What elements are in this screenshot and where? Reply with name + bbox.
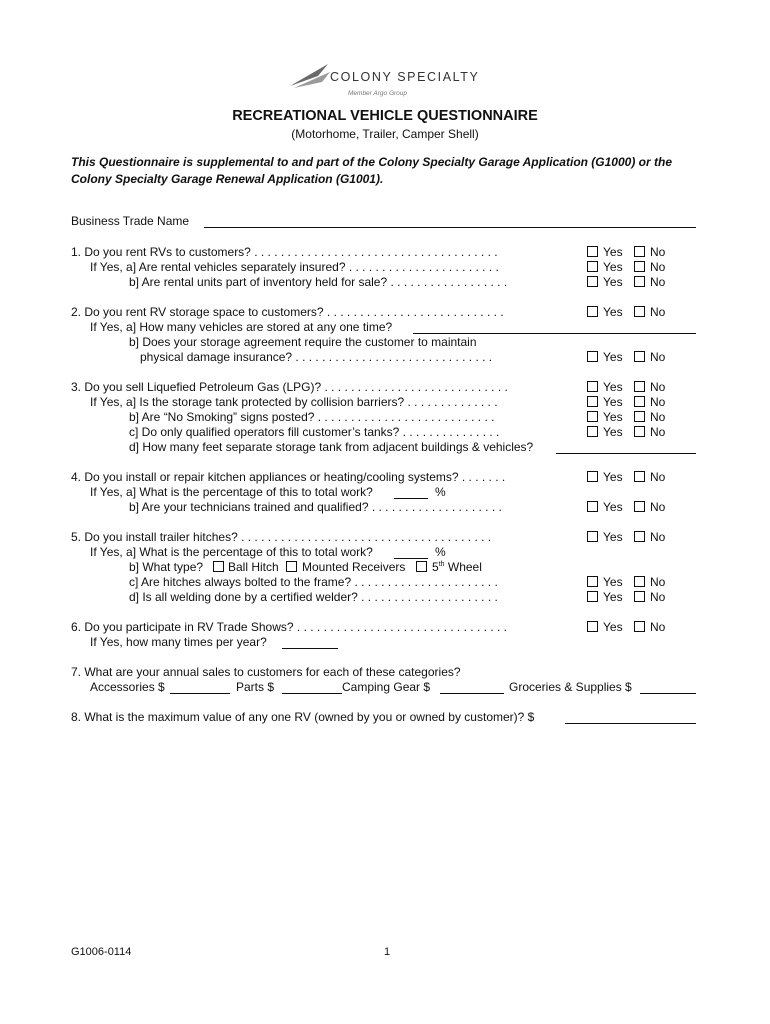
q6a-field[interactable]	[282, 648, 338, 649]
q1a-yes-label: Yes	[603, 260, 623, 274]
q2b-yes-checkbox[interactable]	[587, 351, 598, 362]
q5-yes-checkbox[interactable]	[587, 531, 598, 542]
q4b-yes-checkbox[interactable]	[587, 501, 598, 512]
q8-text: 8. What is the maximum value of any one RV (owned by you or owned by customer)? $	[71, 710, 535, 724]
ball-hitch-label: Ball Hitch	[228, 560, 279, 574]
q3a-no-checkbox[interactable]	[634, 396, 645, 407]
q7-accessories-label: Accessories $	[90, 680, 165, 694]
q2a-field[interactable]	[413, 333, 696, 334]
q3b-no-checkbox[interactable]	[634, 411, 645, 422]
q7-parts-label: Parts $	[236, 680, 275, 694]
q3b-yes-checkbox[interactable]	[587, 411, 598, 422]
q3b-no-label: No	[650, 410, 666, 424]
q3-yes-label: Yes	[603, 380, 623, 394]
brand-subtitle: Member Argo Group	[348, 90, 408, 97]
q4-yes-checkbox[interactable]	[587, 471, 598, 482]
q5-yes-label: Yes	[603, 530, 623, 544]
q4a-field[interactable]	[394, 498, 428, 499]
q5d-no-checkbox[interactable]	[634, 591, 645, 602]
mounted-receivers-label: Mounted Receivers	[302, 560, 406, 574]
q7-text: 7. What are your annual sales to customers for each of these categories?	[71, 665, 461, 679]
q3-no-checkbox[interactable]	[634, 381, 645, 392]
q4-text: 4. Do you install or repair kitchen appliances or heating/cooling systems? . . . . . . .	[71, 470, 506, 484]
q5c-no-label: No	[650, 575, 666, 589]
q3d-text: d] How many feet separate storage tank from adjacent buildings & vehicles?	[129, 440, 534, 454]
q7-groceries-field[interactable]	[640, 693, 696, 694]
q3c-text: c] Do only qualified operators fill customer’s tanks? . . . . . . . . . . . . . . .	[129, 425, 500, 439]
q3c-no-label: No	[650, 425, 666, 439]
q1-no-label: No	[650, 245, 666, 259]
q3b-yes-label: Yes	[603, 410, 623, 424]
q4a-text: If Yes, a] What is the percentage of this to total work?	[90, 485, 373, 499]
q3c-no-checkbox[interactable]	[634, 426, 645, 437]
q3a-text: If Yes, a] Is the storage tank protected by collision barriers? . . . . . . . . . . . . . .	[90, 395, 498, 409]
q5c-yes-checkbox[interactable]	[587, 576, 598, 587]
q5-no-checkbox[interactable]	[634, 531, 645, 542]
q2b-text-cont: physical damage insurance? . . . . . . . . . . . . . . . . . . . . . . . . . . . . . .	[140, 350, 493, 364]
q1a-no-checkbox[interactable]	[634, 261, 645, 272]
q5a-field[interactable]	[394, 558, 428, 559]
q5d-yes-label: Yes	[603, 590, 623, 604]
form-number: G1006-0114	[71, 946, 132, 958]
q2-yes-checkbox[interactable]	[587, 306, 598, 317]
q4b-text: b] Are your technicians trained and qualified? . . . . . . . . . . . . . . . . . . . .	[129, 500, 502, 514]
q5a-percent: %	[435, 545, 446, 559]
q7-accessories-field[interactable]	[170, 693, 230, 694]
q6-text: 6. Do you participate in RV Trade Shows? . . . . . . . . . . . . . . . . . . . . . . . . . . . . . . . .	[71, 620, 507, 634]
q7-parts-field[interactable]	[282, 693, 342, 694]
q6a-text: If Yes, how many times per year?	[90, 635, 267, 649]
q3a-yes-label: Yes	[603, 395, 623, 409]
q1-yes-label: Yes	[603, 245, 623, 259]
q1b-no-checkbox[interactable]	[634, 276, 645, 287]
q6-yes-checkbox[interactable]	[587, 621, 598, 632]
q5b-label: b] What type?	[129, 560, 204, 574]
q2a-text: If Yes, a] How many vehicles are stored at any one time?	[90, 320, 393, 334]
q3d-field[interactable]	[556, 453, 696, 454]
fifth-wheel-checkbox[interactable]	[416, 561, 427, 572]
q8-field[interactable]	[565, 723, 696, 724]
q6-no-label: No	[650, 620, 666, 634]
q1b-yes-label: Yes	[603, 275, 623, 289]
q5-text: 5. Do you install trailer hitches? . . . . . . . . . . . . . . . . . . . . . . . . . . . . . . . . . . . . . .	[71, 530, 492, 544]
q1a-yes-checkbox[interactable]	[587, 261, 598, 272]
page-subtitle: (Motorhome, Trailer, Camper Shell)	[291, 127, 479, 141]
q1b-no-label: No	[650, 275, 666, 289]
business-trade-name-field[interactable]	[204, 227, 696, 228]
q4a-percent: %	[435, 485, 446, 499]
q3b-text: b] Are “No Smoking” signs posted? . . . . . . . . . . . . . . . . . . . . . . . . . . .	[129, 410, 495, 424]
q1-yes-checkbox[interactable]	[587, 246, 598, 257]
q4b-no-label: No	[650, 500, 666, 514]
q3-yes-checkbox[interactable]	[587, 381, 598, 392]
q5c-yes-label: Yes	[603, 575, 623, 589]
mounted-receivers-checkbox[interactable]	[286, 561, 297, 572]
q1b-text: b] Are rental units part of inventory held for sale? . . . . . . . . . . . . . . . . . .	[129, 275, 508, 289]
q5c-no-checkbox[interactable]	[634, 576, 645, 587]
q7-camping-field[interactable]	[440, 693, 504, 694]
q5d-text: d] Is all welding done by a certified welder? . . . . . . . . . . . . . . . . . . . . .	[129, 590, 498, 604]
q2b-text: b] Does your storage agreement require the customer to maintain	[129, 335, 477, 349]
q7-camping-label: Camping Gear $	[342, 680, 431, 694]
q2-no-label: No	[650, 305, 666, 319]
q5a-text: If Yes, a] What is the percentage of this to total work?	[90, 545, 373, 559]
q7-groceries-label: Groceries & Supplies $	[509, 680, 632, 694]
page-title: RECREATIONAL VEHICLE QUESTIONNAIRE	[232, 108, 538, 124]
q2-yes-label: Yes	[603, 305, 623, 319]
brand-name: COLONY SPECIALTY	[330, 70, 480, 84]
q5-no-label: No	[650, 530, 666, 544]
q1a-no-label: No	[650, 260, 666, 274]
q3a-no-label: No	[650, 395, 666, 409]
q5c-text: c] Are hitches always bolted to the frame? . . . . . . . . . . . . . . . . . . . . . .	[129, 575, 498, 589]
q3c-yes-checkbox[interactable]	[587, 426, 598, 437]
q5d-yes-checkbox[interactable]	[587, 591, 598, 602]
q2b-yes-label: Yes	[603, 350, 623, 364]
intro-text: This Questionnaire is supplemental to and part of the Colony Specialty Garage Application (G1000) or the Colony Specialty Garage Renewal Application (G1001).	[71, 155, 672, 186]
q4-no-checkbox[interactable]	[634, 471, 645, 482]
q1-no-checkbox[interactable]	[634, 246, 645, 257]
q1b-yes-checkbox[interactable]	[587, 276, 598, 287]
q3-text: 3. Do you sell Liquefied Petroleum Gas (LPG)? . . . . . . . . . . . . . . . . . . . . . . . . . . . .	[71, 380, 508, 394]
q4b-no-checkbox[interactable]	[634, 501, 645, 512]
q6-yes-label: Yes	[603, 620, 623, 634]
q4b-yes-label: Yes	[603, 500, 623, 514]
q1-text: 1. Do you rent RVs to customers? . . . . . . . . . . . . . . . . . . . . . . . . . . . . . . . . . . . . .	[71, 245, 498, 259]
q3c-yes-label: Yes	[603, 425, 623, 439]
q3a-yes-checkbox[interactable]	[587, 396, 598, 407]
q4-yes-label: Yes	[603, 470, 623, 484]
q4-no-label: No	[650, 470, 666, 484]
ball-hitch-checkbox[interactable]	[213, 561, 224, 572]
q5d-no-label: No	[650, 590, 666, 604]
colony-wing-icon	[288, 62, 332, 92]
q2-no-checkbox[interactable]	[634, 306, 645, 317]
fifth-wheel-label: 5th Wheel	[432, 560, 482, 574]
q3-no-label: No	[650, 380, 666, 394]
q2-text: 2. Do you rent RV storage space to customers? . . . . . . . . . . . . . . . . . . . . . . . . . . .	[71, 305, 504, 319]
business-trade-name-label: Business Trade Name	[71, 214, 190, 228]
page-number: 1	[384, 946, 391, 958]
q6-no-checkbox[interactable]	[634, 621, 645, 632]
q1a-text: If Yes, a] Are rental vehicles separately insured? . . . . . . . . . . . . . . . . . . . . . . .	[90, 260, 499, 274]
q2b-no-checkbox[interactable]	[634, 351, 645, 362]
company-logo	[288, 60, 498, 100]
q2b-no-label: No	[650, 350, 666, 364]
